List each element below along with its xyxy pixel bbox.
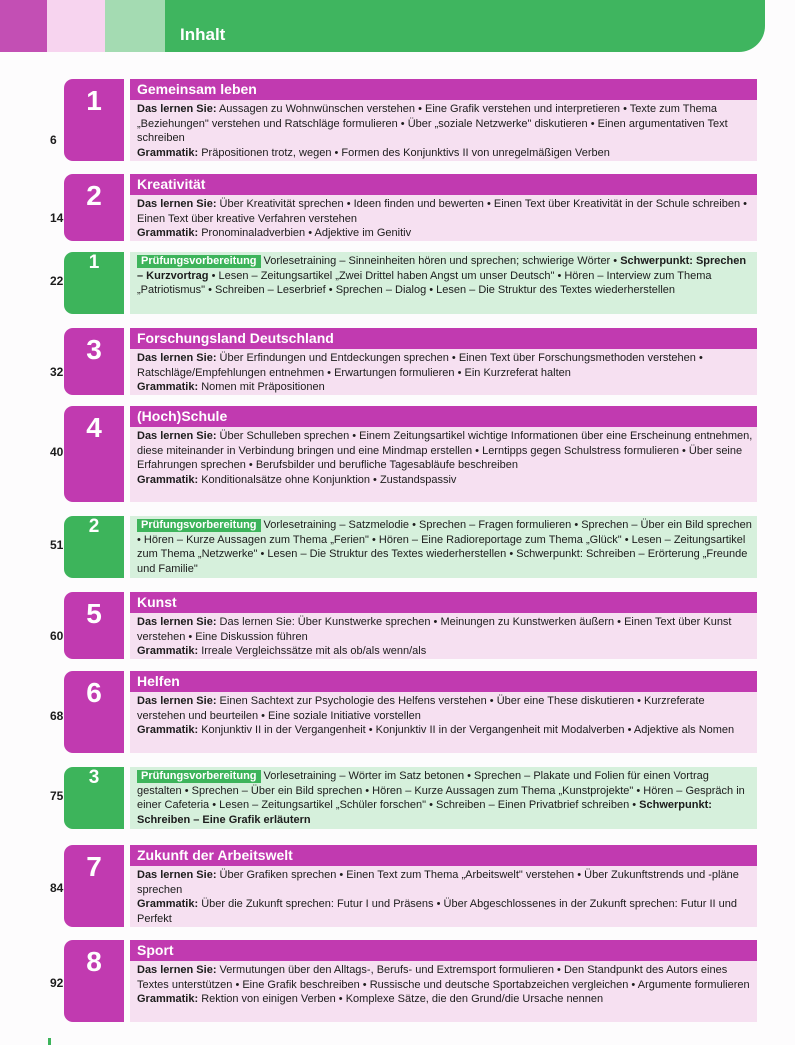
grammar-label: Grammatik: bbox=[137, 473, 199, 486]
page-number[interactable]: 84 bbox=[50, 881, 64, 895]
exam-number-tab bbox=[64, 252, 124, 314]
learn-label: Das lernen Sie: bbox=[137, 616, 217, 628]
learn-text: Über Schulleben sprechen • Einem Zeitungsartikel wichtige Informationen über eine Erscheinung entnehmen, diese miteinander in Verbindung bringen und eine Mindmap erstellen • Lerntipps gegen Schulstress formulieren • Über seine Erfahrungen sprechen • Berufsbilder und berufliche Tagesabläufe beschreiben bbox=[137, 430, 753, 472]
unit-title[interactable]: Gemeinsam leben bbox=[137, 81, 257, 97]
unit-description bbox=[130, 613, 757, 659]
unit-description bbox=[130, 427, 757, 502]
unit-number-tab bbox=[64, 174, 124, 241]
learn-text: Über Kreativität sprechen • Ideen finden und bewerten • Einen Text über Kreativität in der Schule schreiben • Einen Text über kreative Verfahren verstehen bbox=[137, 198, 747, 225]
unit-description bbox=[130, 100, 757, 161]
exam-prep-badge: Prüfungsvorbereitung bbox=[137, 519, 261, 532]
grammar-text: Pronominaladverbien • Adjektive im Genitiv bbox=[201, 227, 412, 240]
grammar-text: Konditionalsätze ohne Konjunktion • Zustandspassiv bbox=[201, 473, 457, 486]
page-number[interactable]: 75 bbox=[50, 789, 64, 803]
exam-text-focus: Schwerpunkt: Sprechen – Kurzvortrag bbox=[137, 255, 747, 282]
page-number[interactable]: 51 bbox=[50, 538, 64, 552]
page-number[interactable]: 60 bbox=[50, 629, 64, 643]
unit-number-tab bbox=[64, 406, 124, 502]
learn-text: Über Erfindungen und Entdeckungen sprechen • Einen Text über Forschungsmethoden verstehen • Ratschläge/Empfehlungen entnehmen • Erwartungen formulieren • Ein Kurzreferat halten bbox=[137, 352, 703, 379]
exam-number-tab bbox=[64, 767, 124, 829]
exam-number: 2 bbox=[88, 516, 100, 537]
learn-text: Einen Sachtext zur Psychologie des Helfens verstehen • Über eine These diskutieren • Kurzreferate verstehen und beurteilen • Eine soziale Initiative vorstellen bbox=[137, 695, 705, 722]
grammar-label: Grammatik: bbox=[137, 898, 199, 911]
grammar-label: Grammatik: bbox=[137, 146, 199, 159]
unit-number-tab bbox=[64, 671, 124, 753]
exam-description bbox=[130, 516, 757, 578]
unit-description bbox=[130, 866, 757, 927]
grammar-label: Grammatik: bbox=[137, 993, 199, 1006]
unit-number-tab bbox=[64, 592, 124, 659]
page-header bbox=[0, 0, 795, 52]
page-number[interactable]: 6 bbox=[50, 133, 57, 147]
learn-label: Das lernen Sie: bbox=[137, 352, 217, 364]
exam-number: 3 bbox=[88, 767, 100, 788]
exam-description bbox=[130, 767, 757, 829]
unit-title[interactable]: (Hoch)Schule bbox=[137, 408, 228, 424]
header-color-block bbox=[47, 0, 105, 52]
learn-label: Das lernen Sie: bbox=[137, 964, 217, 976]
unit-title[interactable]: Helfen bbox=[137, 673, 180, 689]
grammar-text: Rektion von einigen Verben • Komplexe Sätze, die den Grund/die Ursache nennen bbox=[201, 993, 604, 1006]
grammar-label: Grammatik: bbox=[137, 227, 199, 240]
unit-number: 7 bbox=[86, 851, 102, 882]
unit-number-tab bbox=[64, 845, 124, 927]
page-number[interactable]: 14 bbox=[50, 211, 64, 225]
page-number[interactable]: 92 bbox=[50, 976, 64, 990]
learn-label: Das lernen Sie: bbox=[137, 430, 217, 442]
unit-description bbox=[130, 961, 757, 1022]
page-number[interactable]: 68 bbox=[50, 709, 64, 723]
unit-number: 4 bbox=[86, 412, 102, 443]
unit-number: 6 bbox=[86, 677, 102, 708]
learn-text: Über Grafiken sprechen • Einen Text zum Thema „Arbeitswelt" verstehen • Über Zukunftstrends und -pläne sprechen bbox=[137, 869, 739, 896]
learn-label: Das lernen Sie: bbox=[137, 695, 217, 707]
unit-title[interactable]: Kreativität bbox=[137, 176, 206, 192]
grammar-label: Grammatik: bbox=[137, 724, 199, 737]
exam-text: Vorlesetraining – Wörter im Satz betonen • Sprechen – Plakate und Folien für einen Vortrag gestalten • Sprechen – Über ein Bild sprechen • Hören – Kurze Aussagen zum Thema „Kunstprojekte" • Hören – Gespräch in einer Cafeteria • Lesen – Zeitungsartikel „Schüler forschen" • Schreiben – Einen Privatbrief schreiben • bbox=[137, 770, 745, 812]
unit-number: 5 bbox=[86, 598, 102, 629]
learn-label: Das lernen Sie: bbox=[137, 103, 217, 115]
grammar-text: Nomen mit Präpositionen bbox=[201, 381, 325, 394]
unit-title-bar bbox=[130, 940, 757, 961]
exam-text: Vorlesetraining – Sinneinheiten hören und sprechen; schwierige Wörter • bbox=[263, 255, 621, 267]
unit-title-bar bbox=[130, 328, 757, 349]
grammar-label: Grammatik: bbox=[137, 645, 199, 658]
learn-label: Das lernen Sie: bbox=[137, 869, 217, 881]
unit-description bbox=[130, 692, 757, 753]
exam-text: Vorlesetraining – Satzmelodie • Sprechen – Fragen formulieren • Sprechen – Über ein Bild sprechen • Hören – Kurze Aussagen zum Thema „Ferien" • Hören – Eine Radioreportage zum Thema „Glück" • Lesen – Zeitungsartikel zum Thema „Netzwerke" • Lesen – Die Struktur des Textes wiederherstellen • Schwerpunkt: Schreiben – Erörterung „Freunde und Familie" bbox=[137, 519, 752, 575]
unit-title[interactable]: Sport bbox=[137, 942, 174, 958]
unit-number-tab bbox=[64, 940, 124, 1022]
exam-prep-badge: Prüfungsvorbereitung bbox=[137, 255, 261, 268]
header-color-block bbox=[0, 0, 47, 52]
learn-text: Aussagen zu Wohnwünschen verstehen • Eine Grafik verstehen und interpretieren • Texte zum Thema „Beziehungen" verstehen und Ratschläge formulieren • Über „soziale Netzwerke" diskutieren • Einen argumentativen Text schreiben bbox=[137, 103, 728, 145]
grammar-text: Konjunktiv II in der Vergangenheit • Konjunktiv II in der Vergangenheit mit Modalverben • Adjektive als Nomen bbox=[201, 724, 735, 737]
unit-title-bar bbox=[130, 845, 757, 866]
exam-number: 1 bbox=[88, 252, 100, 273]
learn-text: Das lernen Sie: Über Kunstwerke sprechen • Meinungen zu Kunstwerken äußern • Einen Text über Kunst verstehen • Eine Diskussion führen bbox=[137, 616, 732, 643]
page-number[interactable]: 40 bbox=[50, 445, 64, 459]
unit-title[interactable]: Forschungsland Deutschland bbox=[137, 330, 334, 346]
unit-title-bar bbox=[130, 79, 757, 100]
unit-title-bar bbox=[130, 406, 757, 427]
unit-title-bar bbox=[130, 174, 757, 195]
exam-text-focus: Schwerpunkt: Schreiben – Eine Grafik erläutern bbox=[137, 799, 712, 826]
unit-number: 2 bbox=[86, 180, 102, 211]
unit-number: 1 bbox=[86, 85, 102, 116]
page-number[interactable]: 32 bbox=[50, 365, 64, 379]
learn-label: Das lernen Sie: bbox=[137, 198, 217, 210]
unit-title[interactable]: Kunst bbox=[137, 594, 177, 610]
exam-text-rest: • Lesen – Zeitungsartikel „Zwei Drittel haben Angst um unser Deutsch" • Hören – Interview zum Thema „Patriotismus" • Schreiben – Leserbrief • Sprechen – Dialog • Lesen – Die Struktur des Textes wiederherstellen bbox=[137, 269, 712, 297]
unit-title-bar bbox=[130, 592, 757, 613]
unit-number-tab bbox=[64, 328, 124, 395]
unit-title[interactable]: Zukunft der Arbeitswelt bbox=[137, 847, 293, 863]
page-number[interactable]: 22 bbox=[50, 274, 64, 288]
unit-number: 3 bbox=[86, 334, 102, 365]
unit-title-bar bbox=[130, 671, 757, 692]
exam-prep-badge: Prüfungsvorbereitung bbox=[137, 770, 261, 783]
unit-description bbox=[130, 195, 757, 241]
exam-number-tab bbox=[64, 516, 124, 578]
header-title-band bbox=[165, 0, 765, 52]
unit-number: 8 bbox=[86, 946, 102, 977]
page-edge-marker bbox=[48, 1038, 51, 1045]
grammar-text: Präpositionen trotz, wegen • Formen des Konjunktivs II von unregelmäßigen Verben bbox=[201, 146, 610, 159]
exam-description bbox=[130, 252, 757, 314]
grammar-text: Über die Zukunft sprechen: Futur I und Präsens • Über Abgeschlossenes in der Zukunft sprechen: Futur II und Perfekt bbox=[137, 898, 738, 925]
unit-number-tab bbox=[64, 79, 124, 161]
header-color-block bbox=[105, 0, 165, 52]
grammar-text: Irreale Vergleichssätze mit als ob/als wenn/als bbox=[201, 645, 427, 658]
page-title: Inhalt bbox=[180, 25, 226, 44]
grammar-label: Grammatik: bbox=[137, 381, 199, 394]
learn-text: Vermutungen über den Alltags-, Berufs- und Extremsport formulieren • Den Standpunkt des Autors eines Textes unterstützen • Eine Grafik beschreiben • Russische und deutsche Sportabzeichen vergleichen • Argumente formulieren bbox=[137, 964, 750, 991]
unit-description bbox=[130, 349, 757, 395]
